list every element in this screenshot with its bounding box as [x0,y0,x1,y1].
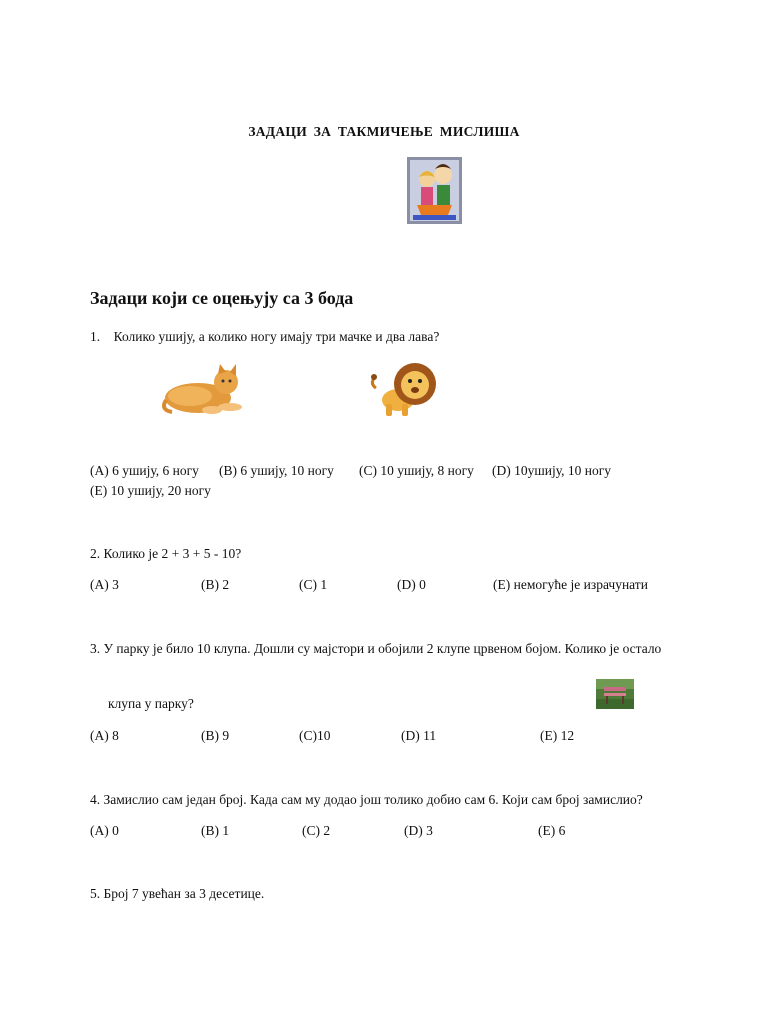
question-2-text: 2. Колико је 2 + 3 + 5 - 10? [90,546,242,561]
q1-answer-d: (D) 10ушију, 10 ногу [492,463,612,478]
section-heading: Задаци који се оцењују са 3 бода [90,288,354,308]
q4-answer-a: (A) 0 [90,823,119,838]
q2-answer-e: (E) немогуће је израчунати [493,577,648,592]
q4-answer-b: (B) 1 [201,823,230,838]
cat-icon [160,364,246,418]
question-3-text-cont: клупа у парку? [108,696,194,711]
q1-answer-c: (C) 10 ушију, 8 ногу [359,463,474,478]
question-1-text: 1. Колико ушију, а колико ногу имају три мачке и два лава? [90,329,440,344]
q3-answer-a: (A) 8 [90,728,119,743]
q2-answer-b: (B) 2 [201,577,230,592]
page-title: ЗАДАЦИ ЗА ТАКМИЧЕЊЕ МИСЛИША [248,124,520,139]
q3-answer-c: (C)10 [299,728,331,743]
question-4-text: 4. Замислио сам један број. Када сам му додао још толико добио сам 6. Који сам број замислио? [90,792,643,807]
park-bench-photo [596,679,634,709]
q2-answer-d: (D) 0 [397,577,426,592]
q1-answer-b: (B) 6 ушију, 10 ногу [219,463,334,478]
q1-answer-e: (E) 10 ушију, 20 ногу [90,483,211,498]
q4-answer-e: (E) 6 [538,823,566,838]
q2-answer-a: (A) 3 [90,577,119,592]
q4-answer-d: (D) 3 [404,823,433,838]
q2-answer-c: (C) 1 [299,577,328,592]
q3-answer-e: (E) 12 [540,728,575,743]
q4-answer-c: (C) 2 [302,823,331,838]
q1-answer-a: (A) 6 ушију, 6 ногу [90,463,199,478]
q3-answer-d: (D) 11 [401,728,437,743]
q3-answer-b: (B) 9 [201,728,230,743]
question-5-text: 5. Број 7 увећан за 3 десетице. [90,886,265,901]
lion-icon [370,360,440,418]
mislisa-logo-icon [407,157,462,224]
question-3-text: 3. У парку је било 10 клупа. Дошли су мајстори и обојили 2 клупе црвеном бојом. Колико је остало [90,641,662,656]
